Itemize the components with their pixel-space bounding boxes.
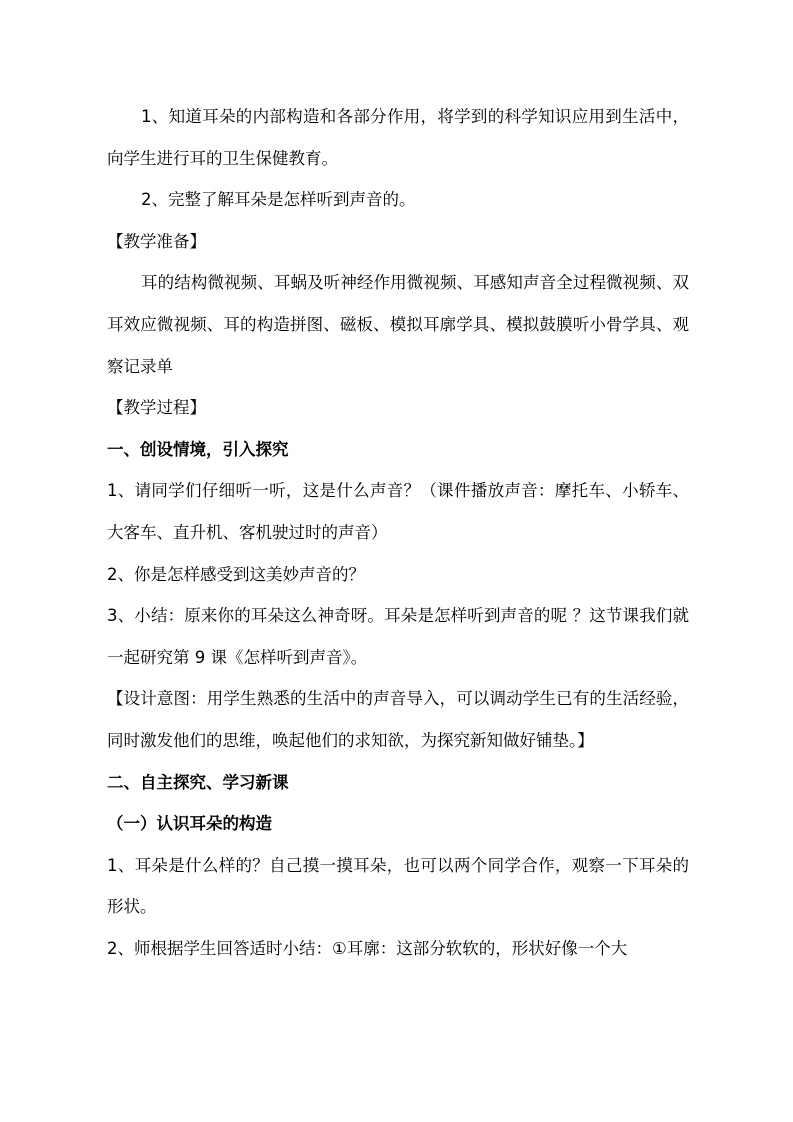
part-two-heading: 二、自主探究、学习新课 [107,772,289,792]
section-heading-preparation: 【教学准备】 [107,231,206,251]
preparation-materials: 耳的结构微视频、耳蜗及听神经作用微视频、耳感知声音全过程微视频、双耳效应微视频、耳的构造拼图、磁板、模拟耳廓学具、模拟鼓膜听小骨学具、观察记录单 [107,273,689,376]
document-body [107,96,689,969]
ear-step-2: 2、师根据学生回答适时小结：①耳廓：这部分软软的，形状好像一个大 [107,938,628,958]
step-1-listen: 1、请同学们仔细听一听，这是什么声音？（课件播放声音：摩托车、小轿车、大客车、直升机、客机驶过时的声音） [107,481,689,542]
ear-step-1: 1、耳朵是什么样的？自己摸一摸耳朵，也可以两个同学合作，观察一下耳朵的形状。 [107,855,689,917]
objective-1: 1、知道耳朵的内部构造和各部分作用，将学到的科学知识应用到生活中，向学生进行耳的卫生保健教育。 [107,107,689,168]
subsection-ear-structure-heading: （一）认识耳朵的构造 [107,814,272,834]
objective-2: 2、完整了解耳朵是怎样听到声音的。 [141,190,416,210]
part-one-heading: 一、创设情境，引入探究 [107,439,289,459]
section-heading-process: 【教学过程】 [107,398,206,418]
step-2-question: 2、你是怎样感受到这美妙声音的？ [107,564,365,584]
design-intent: 【设计意图：用学生熟悉的生活中的声音导入，可以调动学生已有的生活经验，同时激发他们的思维，唤起他们的求知欲，为探究新知做好铺垫。】 [107,689,689,750]
step-3-summary: 3、小结：原来你的耳朵这么神奇呀。耳朵是怎样听到声音的呢 ？这节课我们就一起研究第 9 课《怎样听到声音》。 [107,606,689,667]
